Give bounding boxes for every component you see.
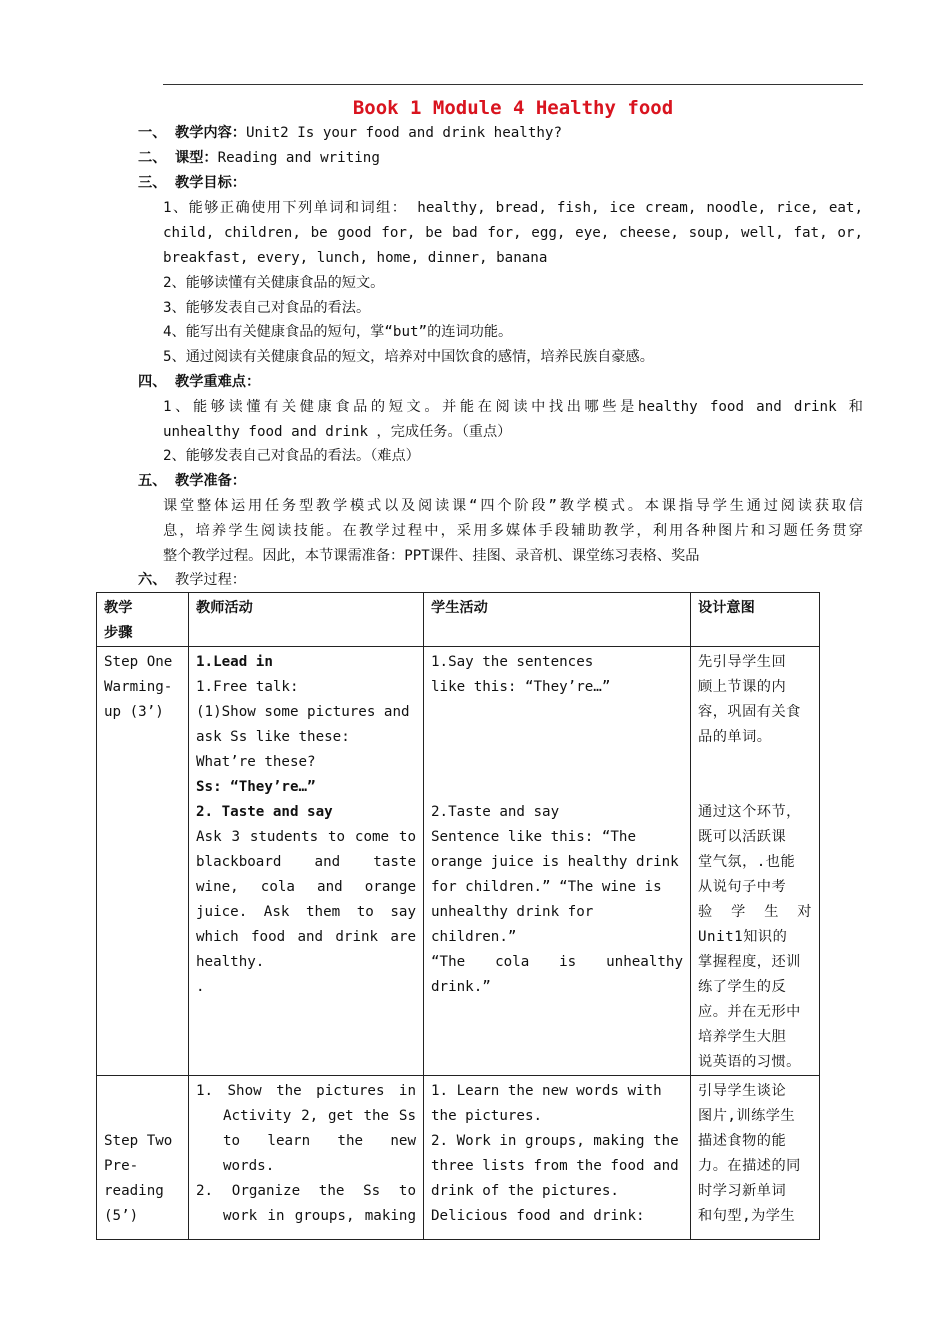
intent-line: 验学生对	[698, 904, 812, 920]
step-line: (5’)	[104, 1208, 139, 1224]
design-intent-cell	[691, 647, 820, 1076]
header-step	[97, 593, 189, 647]
intent-line: 说英语的习惯。	[698, 1054, 801, 1070]
section-number: 五、	[138, 473, 167, 489]
step-line: Step Two	[104, 1133, 173, 1149]
section-number: 六、	[138, 572, 167, 588]
intent-line: 描述食物的能	[698, 1133, 787, 1149]
table-row	[97, 1076, 820, 1240]
activity-line: Activity 2, get the Ss	[223, 1108, 416, 1124]
activity-line: “The cola is unhealthy	[431, 954, 683, 970]
step-line: reading	[104, 1183, 164, 1199]
activity-line: 2.Taste and say	[431, 804, 560, 820]
spacer	[431, 750, 683, 775]
activity-line: which food and drink are	[196, 929, 416, 945]
activity-heading: 2. Taste and say	[196, 804, 333, 820]
intent-line: 从说句子中考	[698, 879, 787, 895]
student-activity-cell	[424, 647, 691, 1076]
activity-line: 1.Free talk:	[196, 679, 299, 695]
intent-line: 先引导学生回	[698, 654, 787, 670]
activity-line: 1. Learn the new words with	[431, 1083, 662, 1099]
step-line: Step One	[104, 654, 173, 670]
intent-line: 应。并在无形中	[698, 1004, 801, 1020]
header-rule	[163, 84, 863, 85]
activity-line: Ss: “They’re…”	[196, 779, 316, 795]
activity-line: ask Ss like these:	[196, 729, 350, 745]
objective-line: child, children, be good for, be bad for, egg, eye, cheese, soup, well, fat, or,	[163, 225, 863, 241]
page-title: Book 1 Module 4 Healthy food	[352, 97, 674, 119]
activity-line: to learn the new	[223, 1133, 416, 1149]
header-student-activity: 学生活动	[424, 593, 691, 647]
activity-line: blackboard and taste	[196, 854, 416, 870]
intent-line: 既可以活跃课	[698, 829, 787, 845]
activity-line: for children.” “The wine is	[431, 879, 662, 895]
teacher-activity-cell	[189, 1076, 424, 1240]
activity-line: Delicious food and drink:	[431, 1208, 645, 1224]
table-row	[97, 647, 820, 1076]
header-design-intent: 设计意图	[691, 593, 820, 647]
section-label: 教学重难点：	[175, 374, 261, 390]
activity-line: three lists from the food and	[431, 1158, 679, 1174]
section-label: 教学准备：	[175, 473, 246, 489]
activity-heading: 1.Lead in	[196, 654, 273, 670]
section-text: Unit2 Is your food and drink healthy?	[245, 125, 562, 141]
section-number: 一、	[138, 125, 167, 141]
section-text: 教学过程：	[175, 572, 246, 588]
activity-line: Sentence like this: “The	[431, 829, 636, 845]
lesson-procedure-table	[96, 592, 820, 1240]
section-number: 四、	[138, 374, 167, 390]
spacer	[698, 775, 812, 800]
key-point-line: 1、能够读懂有关健康食品的短文。并能在阅读中找出哪些是healthy food and drink 和	[163, 399, 863, 415]
teacher-activity-cell	[189, 647, 424, 1076]
objective-line: 4、能写出有关健康食品的短句，掌“but”的连词功能。	[163, 324, 513, 340]
activity-line: 1. Show the pictures in	[196, 1083, 416, 1099]
activity-line: healthy.	[196, 954, 265, 970]
step-line: Warming-	[104, 679, 173, 695]
intent-line: Unit1知识的	[698, 929, 788, 945]
objective-line: 5、通过阅读有关健康食品的短文，培养对中国饮食的感情，培养民族自豪感。	[163, 349, 654, 365]
activity-line: juice. Ask them to say	[196, 904, 416, 920]
activity-line: What’re these?	[196, 754, 316, 770]
step-cell	[97, 1076, 189, 1240]
section-number: 二、	[138, 150, 167, 166]
preparation-line: 整个教学过程。因此，本节课需准备：PPT课件、挂图、录音机、课堂练习表格、奖品	[163, 548, 700, 564]
activity-line: 2. Work in groups, making the	[431, 1133, 679, 1149]
activity-line: work in groups, making	[223, 1208, 416, 1224]
activity-line: (1)Show some pictures and	[196, 704, 410, 720]
step-line: up (3’)	[104, 704, 164, 720]
activity-line: words.	[223, 1158, 275, 1174]
table-header-row	[97, 593, 820, 647]
intent-line: 引导学生谈论	[698, 1083, 787, 1099]
intent-line: 练了学生的反	[698, 979, 787, 995]
activity-line: Ask 3 students to come to	[196, 829, 416, 845]
intent-line: 图片,训练学生	[698, 1108, 796, 1124]
activity-line: 1.Say the sentences	[431, 654, 594, 670]
intent-line: 通过这个环节，	[698, 804, 801, 820]
intent-line: 容，巩固有关食	[698, 704, 801, 720]
spacer	[431, 775, 683, 800]
objective-line: breakfast, every, lunch, home, dinner, banana	[163, 250, 548, 266]
spacer	[431, 700, 683, 725]
intent-line: 品的单词。	[698, 729, 772, 745]
spacer	[698, 750, 812, 775]
intent-line: 和句型,为学生	[698, 1208, 796, 1224]
step-line: Pre-	[104, 1158, 139, 1174]
objective-line: 2、能够读懂有关健康食品的短文。	[163, 275, 385, 291]
intent-line: 培养学生大胆	[698, 1029, 787, 1045]
activity-line: the pictures.	[431, 1108, 543, 1124]
intent-line: 顾上节课的内	[698, 679, 787, 695]
activity-line: orange juice is healthy drink	[431, 854, 679, 870]
intent-line: 时学习新单词	[698, 1183, 787, 1199]
header-teacher-activity: 教师活动	[189, 593, 424, 647]
step-cell	[97, 647, 189, 1076]
intent-line: 掌握程度，还训	[698, 954, 801, 970]
intent-line: 堂气氛，.也能	[698, 854, 796, 870]
header-step-line: 教学	[104, 600, 133, 616]
preparation-line: 课堂整体运用任务型教学模式以及阅读课“四个阶段”教学模式。本课指导学生通过阅读获取信	[163, 498, 863, 514]
activity-line: .	[196, 979, 205, 995]
design-intent-cell	[691, 1076, 820, 1240]
header-step-line: 步骤	[104, 625, 133, 641]
section-label: 课型：	[175, 150, 218, 166]
key-point-line: 2、能够发表自己对食品的看法。（难点）	[163, 448, 420, 464]
section-number: 三、	[138, 175, 167, 191]
activity-line: like this: “They’re…”	[431, 679, 611, 695]
activity-line: children.”	[431, 929, 517, 945]
activity-line: drink of the pictures.	[431, 1183, 619, 1199]
spacer	[431, 725, 683, 750]
section-text: Reading and writing	[217, 150, 380, 166]
objective-line: 1、能够正确使用下列单词和词组： healthy, bread, fish, ice cream, noodle, rice, eat,	[163, 200, 863, 216]
section-label: 教学内容：	[175, 125, 246, 141]
activity-line: wine, cola and orange	[196, 879, 416, 895]
objective-line: 3、能够发表自己对食品的看法。	[163, 300, 371, 316]
student-activity-cell	[424, 1076, 691, 1240]
section-label: 教学目标：	[175, 175, 246, 191]
preparation-line: 息，培养学生阅读技能。在教学过程中，采用多媒体手段辅助教学，利用各种图片和习题任务贯穿	[163, 523, 863, 539]
key-point-line: unhealthy food and drink ，完成任务。（重点）	[163, 424, 512, 440]
activity-line: 2. Organize the Ss to	[196, 1183, 416, 1199]
activity-line: drink.”	[431, 979, 491, 995]
activity-line: unhealthy drink for	[431, 904, 594, 920]
intent-line: 力。在描述的同	[698, 1158, 801, 1174]
